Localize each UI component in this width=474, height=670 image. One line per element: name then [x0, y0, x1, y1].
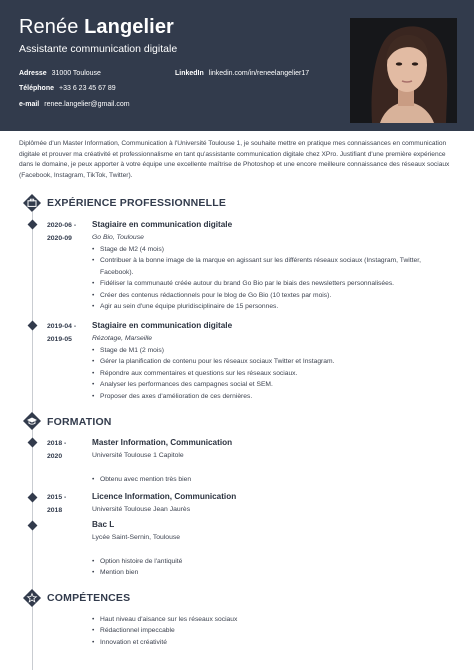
education-date [47, 437, 66, 463]
education-bullets [92, 556, 182, 579]
timeline-marker [28, 220, 38, 230]
experience-bullets [92, 345, 334, 402]
briefcase-icon [23, 194, 41, 212]
experience-company: Go Bio, Toulouse [92, 234, 144, 241]
portrait-image [350, 18, 457, 123]
contact-email-label: e-mail [19, 101, 40, 108]
list-item: • Gérer la planification de contenu pour les réseaux sociaux Twitter et Instagram. [92, 356, 334, 367]
profile-summary: Diplômée d'un Master Information, Communication à l'Université Toulouse 1, je souhaite mettre en pratique mes connaissances en communication digitale et prouver ma créativité et professionnalisme en tant qu'assistante communication digitale chez XPro. Justifiant d'une première expérience dans le domaine, je peux apporter à votre équipe une excellente maîtrise de Photoshop et une encore meilleure connaissance des réseaux sociaux (Facebook, Instagram, TikTok, Twitter). [19, 140, 450, 179]
contact-linkedin-label: LinkedIn [175, 70, 204, 77]
list-item: • Créer des contenus rédactionnels pour le blog de Go Bio (10 textes par mois). [92, 290, 421, 301]
list-item: • Stage de M2 (4 mois) [92, 244, 421, 255]
skills-section-title: COMPÉTENCES [47, 592, 131, 604]
education-degree: Licence Information, Communication [92, 492, 237, 501]
experience-bullets [92, 244, 421, 312]
profile-photo [350, 18, 457, 123]
timeline-marker [28, 493, 38, 503]
list-item: • Innovation et créativité [92, 637, 237, 648]
contact-phone-label: Téléphone [19, 85, 55, 92]
timeline-marker [28, 438, 38, 448]
date-end: 2020-09 [47, 235, 72, 242]
contact-email[interactable] [19, 100, 130, 109]
list-item: • Stage de M1 (2 mois) [92, 345, 334, 356]
last-name: Langelier [84, 16, 174, 38]
list-item: • Mention bien [92, 567, 182, 578]
list-item: Facebook). [100, 268, 134, 276]
education-degree: Master Information, Communication [92, 438, 233, 447]
experience-section-title: EXPÉRIENCE PROFESSIONNELLE [47, 197, 227, 209]
date-start: 2019-04 - [47, 323, 77, 330]
full-name [19, 14, 174, 40]
graduation-cap-icon [23, 412, 41, 430]
contact-address [19, 69, 101, 78]
education-school: Université Toulouse Jean Jaurès [92, 506, 191, 513]
contact-linkedin[interactable] [175, 69, 309, 78]
date-start: 2015 - [47, 494, 67, 501]
list-item: • Proposer des axes d'amélioration de ces dernières. [92, 391, 334, 402]
date-start: 2018 - [47, 440, 67, 447]
date-end: 2019-05 [47, 336, 72, 343]
timeline-marker [28, 321, 38, 331]
date-end: 2020 [47, 453, 63, 460]
contact-email-value[interactable]: renee.langelier@gmail.com [44, 101, 130, 108]
contact-linkedin-value[interactable]: linkedin.com/in/reneelangelier17 [208, 70, 310, 77]
experience-date [47, 219, 76, 245]
job-title: Assistante communication digitale [19, 43, 178, 55]
education-date [47, 491, 66, 517]
first-name: Renée [19, 16, 79, 38]
list-item: • Obtenu avec mention très bien [92, 474, 191, 485]
experience-role: Stagiaire en communication digitale [92, 220, 233, 229]
list-item: • Répondre aux commentaires et questions sur les réseaux sociaux. [92, 368, 334, 379]
list-item: • Fidéliser la communauté créée autour du brand Go Bio par le biais des newsletters personnalisées. [92, 278, 421, 289]
star-icon [23, 589, 41, 607]
list-item: • Rédactionnel impeccable [92, 625, 237, 636]
contact-address-value: 31000 Toulouse [51, 70, 101, 77]
skills-list [92, 614, 237, 648]
education-school: Université Toulouse 1 Capitole [92, 452, 184, 459]
experience-company: Rézotage, Marseille [92, 335, 153, 342]
date-end: 2018 [47, 507, 63, 514]
contact-phone [19, 84, 116, 93]
experience-role: Stagiaire en communication digitale [92, 321, 233, 330]
list-item: • Analyser les performances des campagnes social et SEM. [92, 379, 334, 390]
education-degree: Bac L [92, 520, 115, 529]
resume-header [0, 0, 474, 131]
education-bullets [92, 474, 191, 485]
list-item: • Haut niveau d'aisance sur les réseaux sociaux [92, 614, 237, 625]
timeline-marker [28, 521, 38, 531]
contact-phone-value: +33 6 23 45 67 89 [59, 85, 116, 92]
list-item: • Contribuer à la bonne image de la marque en agissant sur les différents réseaux sociaux (Instagram, Twitter, [92, 255, 421, 266]
list-item: • Option histoire de l'antiquité [92, 556, 182, 567]
contact-address-label: Adresse [19, 70, 47, 77]
date-start: 2020-06 - [47, 222, 77, 229]
experience-date [47, 320, 76, 346]
education-school: Lycée Saint-Sernin, Toulouse [92, 534, 181, 541]
list-item: • Agir au sein d'une équipe pluridisciplinaire de 15 personnes. [92, 301, 421, 312]
education-section-title: FORMATION [47, 416, 112, 428]
